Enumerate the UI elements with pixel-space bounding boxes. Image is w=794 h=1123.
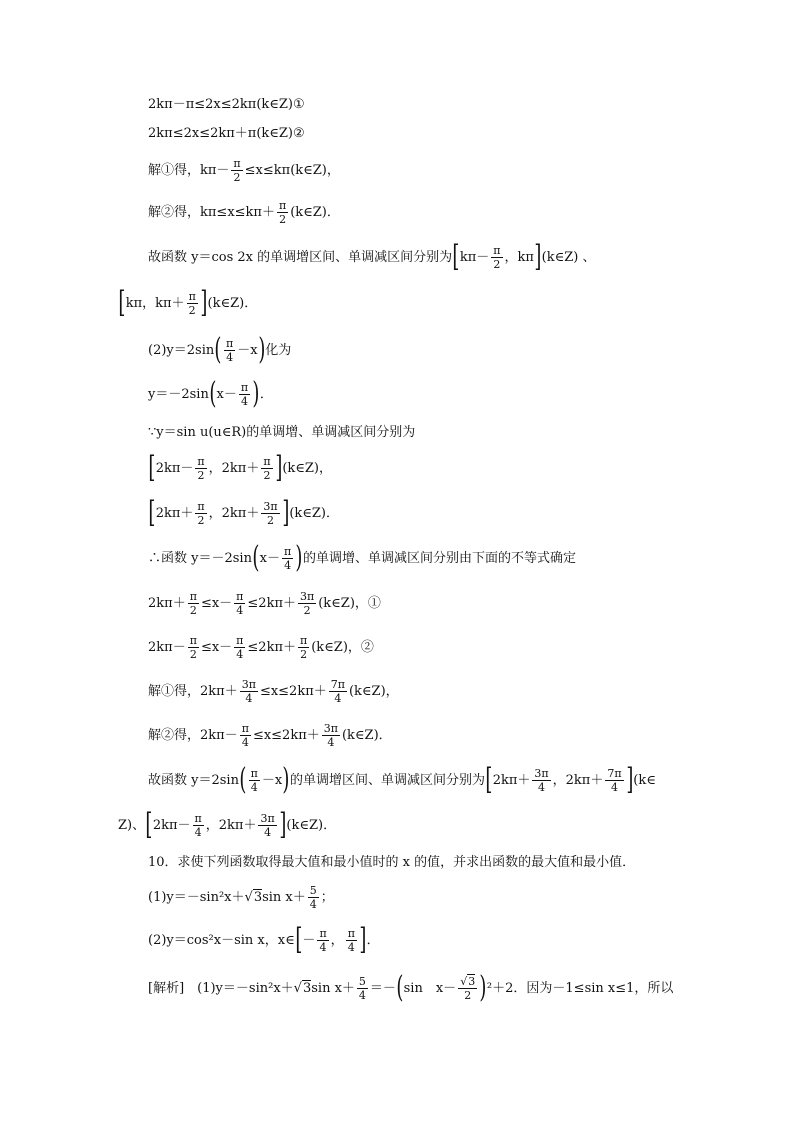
numerator: 3π — [263, 499, 278, 513]
text: (k∈Z)， — [282, 460, 332, 476]
text: 2kπ＋ — [148, 595, 186, 611]
fraction — [322, 723, 340, 748]
numerator: π — [493, 243, 501, 257]
numerator: π — [197, 499, 205, 513]
bracket-close: ] — [359, 922, 367, 957]
bracket-close: ] — [281, 495, 289, 530]
text: 解①得，2kπ＋ — [148, 683, 238, 699]
line-13 — [148, 583, 381, 623]
text: ≤x－ — [200, 639, 233, 655]
text: － — [302, 932, 316, 948]
numerator: √3 — [460, 974, 476, 988]
fraction — [187, 291, 198, 316]
fraction — [193, 813, 204, 838]
sqrt: √3 — [293, 980, 312, 996]
line-18 — [118, 805, 336, 845]
fraction — [258, 813, 276, 838]
fraction — [298, 591, 316, 616]
text: 2kπ－ — [155, 460, 194, 476]
denominator: 4 — [284, 558, 292, 572]
text: (k∈Z)． — [290, 204, 340, 220]
text: ． — [259, 386, 273, 402]
fraction — [240, 723, 251, 748]
line-2 — [148, 113, 305, 153]
numerator: 3π — [241, 677, 256, 691]
bracket-open: [ — [145, 807, 153, 842]
denominator: 4 — [264, 825, 272, 839]
denominator: 2 — [300, 647, 308, 661]
text: 2kπ＋ — [492, 772, 531, 788]
text: ，2kπ＋ — [552, 772, 604, 788]
denominator: 4 — [358, 988, 366, 1002]
denominator: 2 — [493, 257, 501, 271]
paren-open: ( — [252, 540, 260, 575]
line-3 — [148, 150, 340, 190]
fraction — [231, 158, 242, 183]
text: ≤x≤kπ(k∈Z)， — [244, 162, 340, 178]
numerator: π — [189, 633, 197, 647]
line-4 — [148, 192, 340, 232]
denominator: 4 — [538, 780, 546, 794]
bracket-open: [ — [485, 762, 493, 797]
numerator: π — [284, 544, 292, 558]
numerator: 5 — [358, 974, 366, 988]
denominator: 4 — [226, 350, 234, 364]
fraction — [261, 456, 272, 481]
denominator: 4 — [236, 603, 244, 617]
fraction — [298, 635, 309, 660]
text: (k∈Z)． — [207, 295, 258, 311]
text: (2)y＝2sin — [148, 342, 215, 358]
text: －x — [237, 342, 258, 358]
fraction — [195, 501, 206, 526]
fraction — [346, 928, 357, 953]
denominator: 2 — [303, 603, 311, 617]
numerator: 3π — [534, 766, 549, 780]
text: (k∈Z)，① — [318, 595, 381, 611]
text: sin x－ — [403, 980, 457, 996]
text: ²＋2．因为－1≤sin x≤1，所以 — [486, 980, 674, 996]
numerator: π — [300, 633, 308, 647]
denominator: 4 — [241, 394, 248, 408]
numerator: π — [233, 156, 241, 170]
denominator: 2 — [464, 988, 472, 1002]
numerator: π — [189, 589, 197, 603]
text: ， — [330, 932, 344, 948]
text: (k∈Z) 、 — [541, 249, 596, 265]
line-15 — [148, 671, 399, 711]
bracket-close: ] — [534, 239, 542, 274]
numerator: π — [194, 811, 202, 825]
fraction — [282, 546, 293, 571]
denominator: 4 — [250, 780, 258, 794]
fraction — [317, 928, 328, 953]
paren-open: ( — [209, 376, 217, 411]
fraction — [224, 338, 235, 363]
line-21 — [148, 920, 380, 960]
text: ＝－ — [369, 980, 396, 996]
numerator: π — [197, 454, 205, 468]
text: kπ，kπ＋ — [125, 295, 185, 311]
text: (1)y＝－sin²x＋ — [148, 889, 245, 905]
fraction — [277, 200, 288, 225]
text: y＝－2sin — [148, 386, 209, 402]
text: x－ — [259, 550, 281, 566]
bracket-close: ] — [274, 450, 282, 485]
bracket-close: ] — [279, 807, 287, 842]
bracket-open: [ — [118, 285, 126, 320]
text: 故函数 y＝2sin — [148, 772, 239, 788]
denominator: 4 — [319, 940, 327, 954]
line-6 — [118, 283, 257, 323]
numerator: 3π — [260, 811, 275, 825]
line-5 — [148, 237, 595, 277]
paren-open: ( — [214, 332, 222, 367]
fraction — [239, 382, 250, 407]
line-9 — [148, 412, 415, 452]
line-11 — [148, 493, 339, 533]
denominator: 4 — [327, 735, 335, 749]
denominator: 2 — [266, 513, 274, 527]
text: ； — [320, 889, 334, 905]
text: kπ－ — [459, 249, 490, 265]
text: ∵y＝sin u(u∈R)的单调增、单调减区间分别为 — [148, 424, 416, 440]
numerator: π — [347, 926, 355, 940]
denominator: 4 — [241, 735, 249, 749]
line-14 — [148, 627, 374, 667]
bracket-open: [ — [452, 239, 460, 274]
numerator: π — [263, 454, 271, 468]
denominator: 2 — [188, 303, 196, 317]
radicand: 3 — [468, 974, 476, 988]
text: ，2kπ＋ — [205, 817, 257, 833]
text: (k∈Z)． — [286, 817, 337, 833]
fraction — [240, 679, 258, 704]
line-12 — [148, 538, 576, 578]
numerator: π — [188, 289, 196, 303]
line-10 — [148, 448, 332, 488]
bracket-open: [ — [295, 922, 303, 957]
text: 化为 — [265, 342, 292, 358]
text: 解②得，2kπ－ — [148, 727, 238, 743]
text: 2kπ≤2x≤2kπ＋π(k∈Z)② — [148, 125, 305, 141]
numerator: 3π — [300, 589, 315, 603]
text: ≤x－ — [200, 595, 233, 611]
numerator: 3π — [323, 721, 338, 735]
numerator: 5 — [309, 883, 317, 897]
paren-open: ( — [396, 970, 404, 1005]
text: ∴函数 y＝－2sin — [148, 550, 252, 566]
bracket-close: ] — [625, 762, 633, 797]
paren-open: ( — [239, 762, 247, 797]
denominator: 4 — [245, 691, 253, 705]
fraction — [491, 245, 502, 270]
denominator: 4 — [334, 691, 342, 705]
text: 2kπ－π≤2x≤2kπ(k∈Z)① — [148, 96, 305, 112]
fraction — [195, 456, 206, 481]
denominator: 2 — [197, 513, 205, 527]
bracket-open: [ — [148, 495, 156, 530]
line-22 — [148, 968, 673, 1008]
text: (2)y＝cos²x－sin x，x∈ — [148, 932, 295, 948]
paren-close: ) — [282, 762, 290, 797]
text: (k∈Z)． — [289, 505, 339, 521]
radicand: 3 — [302, 980, 312, 996]
text: －x — [261, 772, 283, 788]
fraction — [329, 679, 347, 704]
text: ． — [366, 932, 380, 948]
denominator: 2 — [279, 212, 287, 226]
fraction — [308, 885, 319, 910]
numerator: π — [236, 633, 244, 647]
text: 2kπ＋ — [155, 505, 194, 521]
paren-close: ) — [295, 540, 303, 575]
fraction — [188, 591, 199, 616]
numerator: π — [225, 336, 234, 350]
radicand: 3 — [253, 889, 263, 905]
fraction — [532, 768, 550, 793]
numerator: 7π — [330, 677, 345, 691]
text: (k∈Z)， — [348, 683, 399, 699]
fraction — [357, 976, 368, 1001]
denominator: 2 — [189, 603, 197, 617]
fraction — [234, 635, 245, 660]
denominator: 2 — [189, 647, 197, 661]
question-10: 10．求使下列函数取得最大值和最小值时的 x 的值，并求出函数的最大值和最小值． — [148, 854, 636, 870]
text: ≤x≤2kπ＋ — [259, 683, 327, 699]
denominator: 4 — [347, 940, 355, 954]
denominator: 4 — [236, 647, 244, 661]
fraction — [234, 591, 245, 616]
numerator: π — [250, 766, 258, 780]
text: 解①得，kπ－ — [148, 162, 230, 178]
denominator: 2 — [233, 170, 241, 184]
denominator: 4 — [309, 897, 317, 911]
text: 故函数 y＝cos 2x 的单调增区间、单调减区间分别为 — [148, 249, 453, 265]
text: ，2kπ＋ — [208, 460, 260, 476]
line-20 — [148, 877, 334, 917]
text: 2kπ－ — [152, 817, 191, 833]
paren-close: ) — [252, 376, 260, 411]
fraction — [605, 768, 623, 793]
text: (k∈Z)． — [341, 727, 392, 743]
text: ≤x≤2kπ＋ — [252, 727, 320, 743]
text: ，kπ — [504, 249, 534, 265]
numerator: π — [240, 380, 249, 394]
text: 解②得，kπ≤x≤kπ＋ — [148, 204, 275, 220]
line-16 — [148, 715, 392, 755]
text: sin x＋ — [311, 980, 355, 996]
text: x－ — [216, 386, 237, 402]
text: Z)、 — [118, 817, 146, 833]
numerator: π — [319, 926, 327, 940]
text: [解析] (1)y＝－sin²x＋ — [148, 980, 294, 996]
denominator: 4 — [194, 825, 202, 839]
text: sin x＋ — [262, 889, 306, 905]
numerator: π — [236, 589, 244, 603]
numerator: π — [241, 721, 249, 735]
line-19 — [148, 842, 635, 882]
text: 的单调增区间、单调减区间分别为 — [289, 772, 485, 788]
text: ≤2kπ＋ — [247, 639, 296, 655]
line-7 — [148, 330, 291, 370]
denominator: 2 — [263, 468, 271, 482]
text: (k∈ — [633, 772, 656, 788]
text: ，2kπ＋ — [208, 505, 260, 521]
bracket-open: [ — [148, 450, 156, 485]
fraction — [249, 768, 260, 793]
fraction — [188, 635, 199, 660]
text: (k∈Z)，② — [311, 639, 374, 655]
paren-close: ) — [479, 970, 487, 1005]
fraction — [261, 501, 279, 526]
denominator: 2 — [197, 468, 205, 482]
numerator: π — [278, 198, 287, 212]
text: 2kπ－ — [148, 639, 186, 655]
numerator: 7π — [607, 766, 622, 780]
bracket-close: ] — [200, 285, 208, 320]
fraction — [458, 976, 477, 1001]
text: ≤2kπ＋ — [247, 595, 296, 611]
text: 的单调增、单调减区间分别由下面的不等式确定 — [302, 550, 576, 566]
paren-close: ) — [257, 332, 265, 367]
line-17 — [148, 760, 656, 800]
line-8 — [148, 374, 273, 414]
denominator: 4 — [610, 780, 618, 794]
sqrt: √3 — [244, 889, 263, 905]
